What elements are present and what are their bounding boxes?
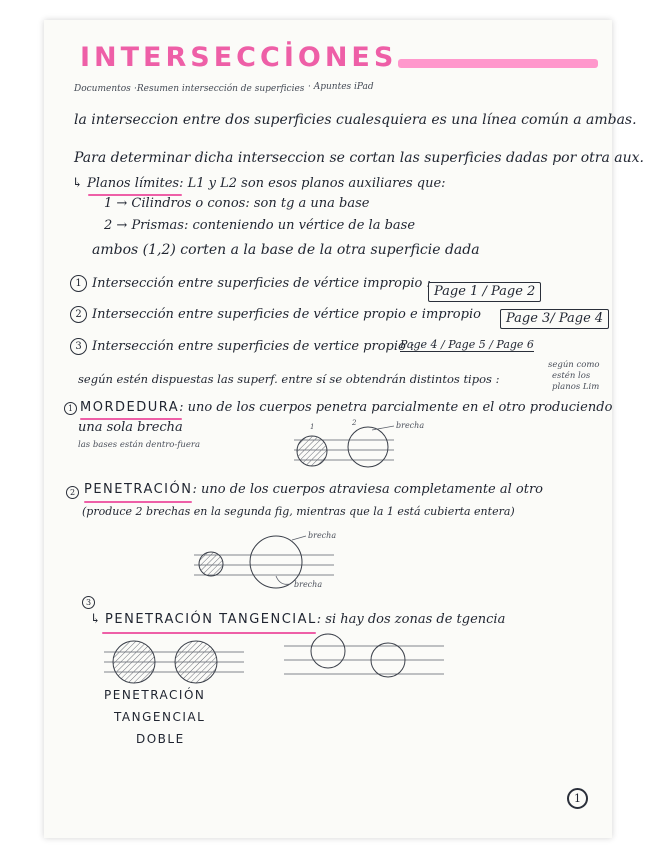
mordedura-small-note: las bases están dentro-fuera <box>78 440 201 450</box>
item-prismas-text: : conteniendo un vértice de la base <box>183 218 416 233</box>
planos-text: : L1 y L2 son esos planos auxiliares que: <box>179 176 446 191</box>
tipos-note-3: planos Lim <box>552 382 600 392</box>
tipos-line: según estén dispuestas las superf. entre sí se obtendrán distintos tipos : <box>78 372 500 386</box>
ref-pages-2: Page 3/ Page 4 <box>500 309 609 329</box>
tipos-note-2: estén los <box>552 371 591 381</box>
breadcrumb-resumen: ·Resumen intersección de superficies <box>134 84 305 94</box>
mordedura-number: 1 <box>64 402 77 415</box>
ref-text-3: Intersección entre superficies de vertice propio : <box>92 339 415 354</box>
penetracion-fig-brecha-bottom: brecha <box>294 580 323 589</box>
penetracion-number: 2 <box>66 486 79 499</box>
ref-text-2: Intersección entre superficies de vértice propio e impropio <box>92 307 481 322</box>
penetracion-label: PENETRACIÓN <box>84 482 193 497</box>
tangencial-number: 3 <box>82 596 95 609</box>
ref-number-2: 2 <box>70 306 87 323</box>
doble-line-2: TANGENCIAL <box>114 710 206 724</box>
breadcrumb-apuntes: · Apuntes iPad <box>308 82 374 92</box>
page-number: 1 <box>567 788 588 809</box>
ref-pages-1: Page 1 / Page 2 <box>428 282 541 302</box>
page-title: INTERSECCİONES <box>80 42 398 73</box>
breadcrumb-documents: Documentos <box>74 84 131 94</box>
mordedura-fig-label-2: 2 <box>352 419 357 427</box>
tipos-note-1: según como <box>548 360 600 370</box>
notebook-page <box>44 20 644 838</box>
tangencial-label: PENETRACIÓN TANGENCIAL <box>105 612 317 627</box>
item-cilindros: 1 → Cilindros o conos: son tg a una base <box>104 196 370 211</box>
mordedura-text: : uno de los cuerpos penetra parcialmente en el otro produciendo <box>179 400 613 415</box>
penetracion-fig-brecha-top: brecha <box>308 531 337 540</box>
doble-line-1: PENETRACIÓN <box>104 688 206 702</box>
planos-label: Planos límites <box>87 176 180 191</box>
ref-text-1: Intersección entre superficies de vértice impropio : <box>92 276 431 291</box>
ref-number-1: 1 <box>70 275 87 292</box>
tangencial-figure <box>104 634 444 683</box>
mordedura-text-2: una sola brecha <box>78 420 183 435</box>
item-prismas-label: Prismas <box>131 218 184 233</box>
intro-line-2: Para determinar dicha interseccion se cortan las superficies dadas por otra aux. <box>74 150 644 166</box>
tangencial-text: : si hay dos zonas de tgencia <box>316 612 506 627</box>
doble-line-3: DOBLE <box>136 732 185 746</box>
penetracion-text-2: (produce 2 brechas en la segunda fig, mientras que la 1 está cubierta entera) <box>82 505 515 518</box>
mordedura-fig-label-1: 1 <box>310 423 315 431</box>
tangencial-arrow-icon: ↳ <box>90 612 101 627</box>
arrow-icon: ↳ <box>72 176 83 191</box>
ref-pages-3: Page 4 / Page 5 / Page 6 <box>400 338 534 351</box>
penetracion-text: : uno de los cuerpos atraviesa completamente al otro <box>192 482 543 497</box>
ambos-line: ambos (1,2) corten a la base de la otra superficie dada <box>92 242 480 258</box>
item-prismas-prefix: 2 → <box>104 218 132 233</box>
mordedura-fig-brecha: brecha <box>396 421 425 430</box>
mordedura-label: MORDEDURA <box>80 400 180 415</box>
mordedura-figure <box>294 426 394 467</box>
intro-line-1: la interseccion entre dos superficies cualesquiera es una línea común a ambas. <box>74 112 637 128</box>
ref-number-3: 3 <box>70 338 87 355</box>
figures-layer <box>44 20 612 838</box>
